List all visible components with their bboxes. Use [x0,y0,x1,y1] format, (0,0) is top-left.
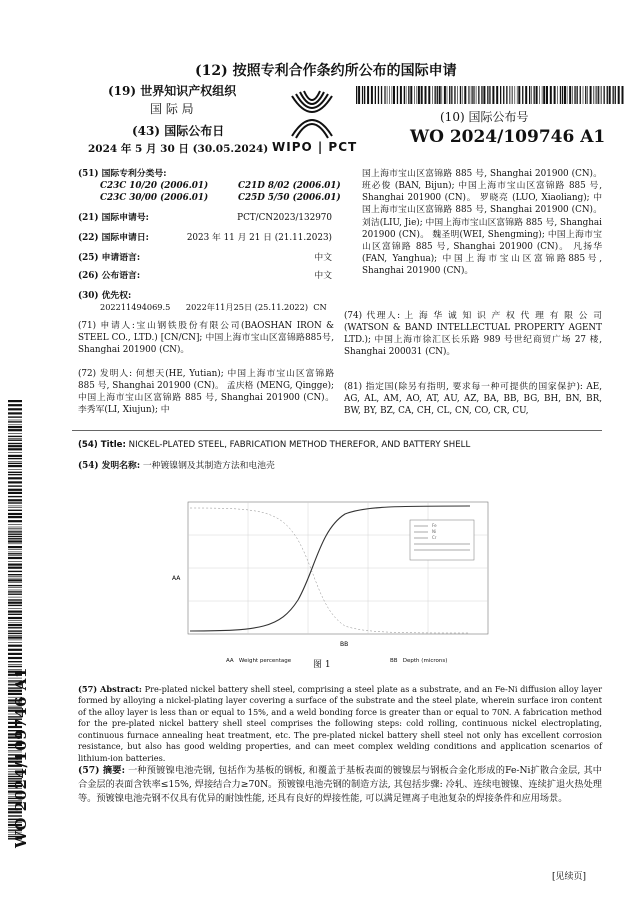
abstract-cn-block [78,764,602,805]
title-en-text: NICKEL-PLATED STEEL, FABRICATION METHOD THEREFOR, AND BATTERY SHELL [128,440,471,450]
abstract-cn-text: 一种预镀镍电池壳钢, 包括作为基板的钢板, 和覆盖于基板表面的镀镍层与钢板合金化形成的Fe-Ni扩散合金层, 其中合金层的表面含铁率≤15%, 焊接结合力≥70N。预镀镍电池壳钢的制造方法, 其包括步骤: 冷轧、连续电镀镍、连续扩退火热处理等。预镀镍电池壳钢不仅具有优异的耐蚀性能, 还具有良好的焊接性能, 可以满足锂离子电池复杂的焊接条件和应用场景。 [78,765,602,804]
depth-profile-figure [170,500,490,650]
designated-states-text: (81) 指定国(除另有指明, 要求每一种可提供的国家保护): AE, AG, AL, AM, AO, AT, AU, AZ, BA, BB, BG, BH, BN, BR, BW, BY, BZ, CA, CH, CL, CN, CO, CR, CU, [344,382,602,417]
title-cn-label: (54) 发明名称: [78,461,141,471]
axis-y-letter: AA [172,575,181,582]
abstract-cn-label: (57) 摘要: [78,765,125,776]
figure-legend-aa: AA Weight percentage [226,658,292,664]
inventors-cont-text: 国上海市宝山区富锦路 885 号, Shanghai 201900 (CN)。 班必俊 (BAN, Bijun); 中国上海市宝山区富锦路 885 号, Shanghai 201900 (CN)。 罗晓亮 (LUO, Xiaoliang); 中国上海市宝山区富锦路 885 号, Shanghai 201900 (CN)。 刘洁(LIU, Jie); 中国上海市宝山区富锦路 885 号, Shanghai 201900 (CN)。 魏圣明(WEI, Shengming); 中国上海市宝山区富锦路 885 号, Shanghai 201900 (CN)。 凡扬华 (FAN, Yanghua); 中国上海市宝山区富锦路885号, Shanghai 201900 (CN)。 [362,169,602,276]
filing-lang-row [78,252,332,264]
inventors-cont-block [362,168,602,277]
ipc-block [78,168,348,204]
ipc-row-2 [78,192,348,204]
figure-legend-bb: BB Depth (microns) [390,658,448,664]
agent-block [344,310,602,359]
applicant-block [78,320,334,356]
filing-date-label: (22) 国际申请日: [78,233,149,243]
title-en-label: (54) Title: [78,440,126,450]
pub-lang-label: (26) 公布语言: [78,271,141,281]
ipc-code: C21D 8/02 (2006.01) [238,181,341,192]
pub-date-label: (43) 国际公布日 [132,124,225,138]
continued-footer: [见续页] [552,872,587,882]
abstract-en-text: Pre-plated nickel battery shell steel, comprising a steel plate as a substrate, and an Fe-Ni diffusion alloy layer formed by alloying a nickel-plating layer covering a surface of the substrate and the steel plate, wherein surface iron content of the alloy layer is less than or equal to 15%, and a weld bonding force is greater than or equal to 70N. A fabrication method for the pre-plated nickel battery shell steel comprises the following steps: cold rolling, continuous nickel electroplating, continuous furnace annealing heat treatment, etc. The pre-plated nickel battery shell steel not only has excellent corrosion resistance, but also has good welding properties, and can meet complex welding conditions and application scenarios of lithium-ion batteries. [78,684,602,763]
ipc-label: (51) 国际专利分类号: [78,169,167,179]
priority-block [78,290,348,313]
pub-date-value: 2024 年 5 月 30 日 (30.05.2024) [88,143,269,155]
priority-label: (30) 优先权: [78,291,132,301]
filing-date-value: 2023 年 11 月 21 日 (21.11.2023) [186,233,332,243]
ipc-code: C23C 10/20 (2006.01) [100,181,209,192]
svg-text:Cr: Cr [432,535,437,540]
doc-type-title: (12) 按照专利合作条约所公布的国际申请 [195,63,457,79]
axis-x-letter: BB [340,641,349,648]
title-cn-text: 一种镀镍钢及其制造方法和电池壳 [142,461,275,471]
ipc-row-1 [78,180,348,192]
abstract-en-block [78,684,602,764]
section-divider [72,430,602,431]
ipc-code: C25D 5/50 (2006.01) [238,193,341,204]
pub-no-label: (10) 国际公布号 [440,110,529,124]
title-en-row [78,440,602,452]
wipo-logo-icon [282,90,342,140]
org-line1: (19) 世界知识产权组织 [108,84,237,98]
svg-text:Fe: Fe [432,523,437,528]
pub-lang-value: 中文 [314,271,332,281]
ipc-code: C23C 30/00 (2006.01) [100,193,209,204]
pub-no-value: WO 2024/109746 A1 [410,127,606,147]
designated-states-block [344,381,602,417]
pub-lang-row [78,270,332,282]
barcode-icon [356,86,624,104]
app-no-label: (21) 国际申请号: [78,213,149,223]
app-no-value: PCT/CN2023/132970 [237,213,332,223]
org-line2: 国 际 局 [150,102,194,116]
inventors-text: (72) 发明人: 何想天(HE, Yutian); 中国上海市宝山区富锦路 885 号, Shanghai 201900 (CN)。 孟庆格 (MENG, Qingge); 中国上海市宝山区富锦路 885 号, Shanghai 201900 (CN)。 李秀军(LI, Xiujun); 中 [78,369,334,416]
svg-text:Ni: Ni [432,529,437,534]
agent-text: (74) 代理人: 上 海 华 诚 知 识 产 权 代 理 有 限 公 司 (WATSON & BAND INTELLECTUAL PROPERTY AGENT LTD.); 中国上海市徐汇区长乐路 989 号世纪商贸广场 27 楼, Shanghai 200031 (CN)。 [344,311,602,358]
inventors-block [78,368,334,417]
figure-caption: 图 1 [313,660,331,670]
filing-lang-value: 中文 [314,253,332,263]
app-no-row [78,212,332,224]
title-cn-row [78,460,602,472]
filing-lang-label: (25) 申请语言: [78,253,141,263]
wipo-pct-logo-text: WIPO | PCT [272,140,358,154]
applicant-text: (71) 申请人:宝山钢铁股份有限公司(BAOSHAN IRON & STEEL CO., LTD.) [CN/CN]; 中国上海市宝山区富锦路885号, Shanghai 201900 (CN)。 [78,321,334,356]
priority-value: 202211494069.5 2022年11月25日 (25.11.2022) CN [100,302,327,313]
side-pub-number: WO 2024/109746 A1 [12,667,30,848]
abstract-en-label: (57) Abstract: [78,684,142,694]
filing-date-row [78,232,332,244]
